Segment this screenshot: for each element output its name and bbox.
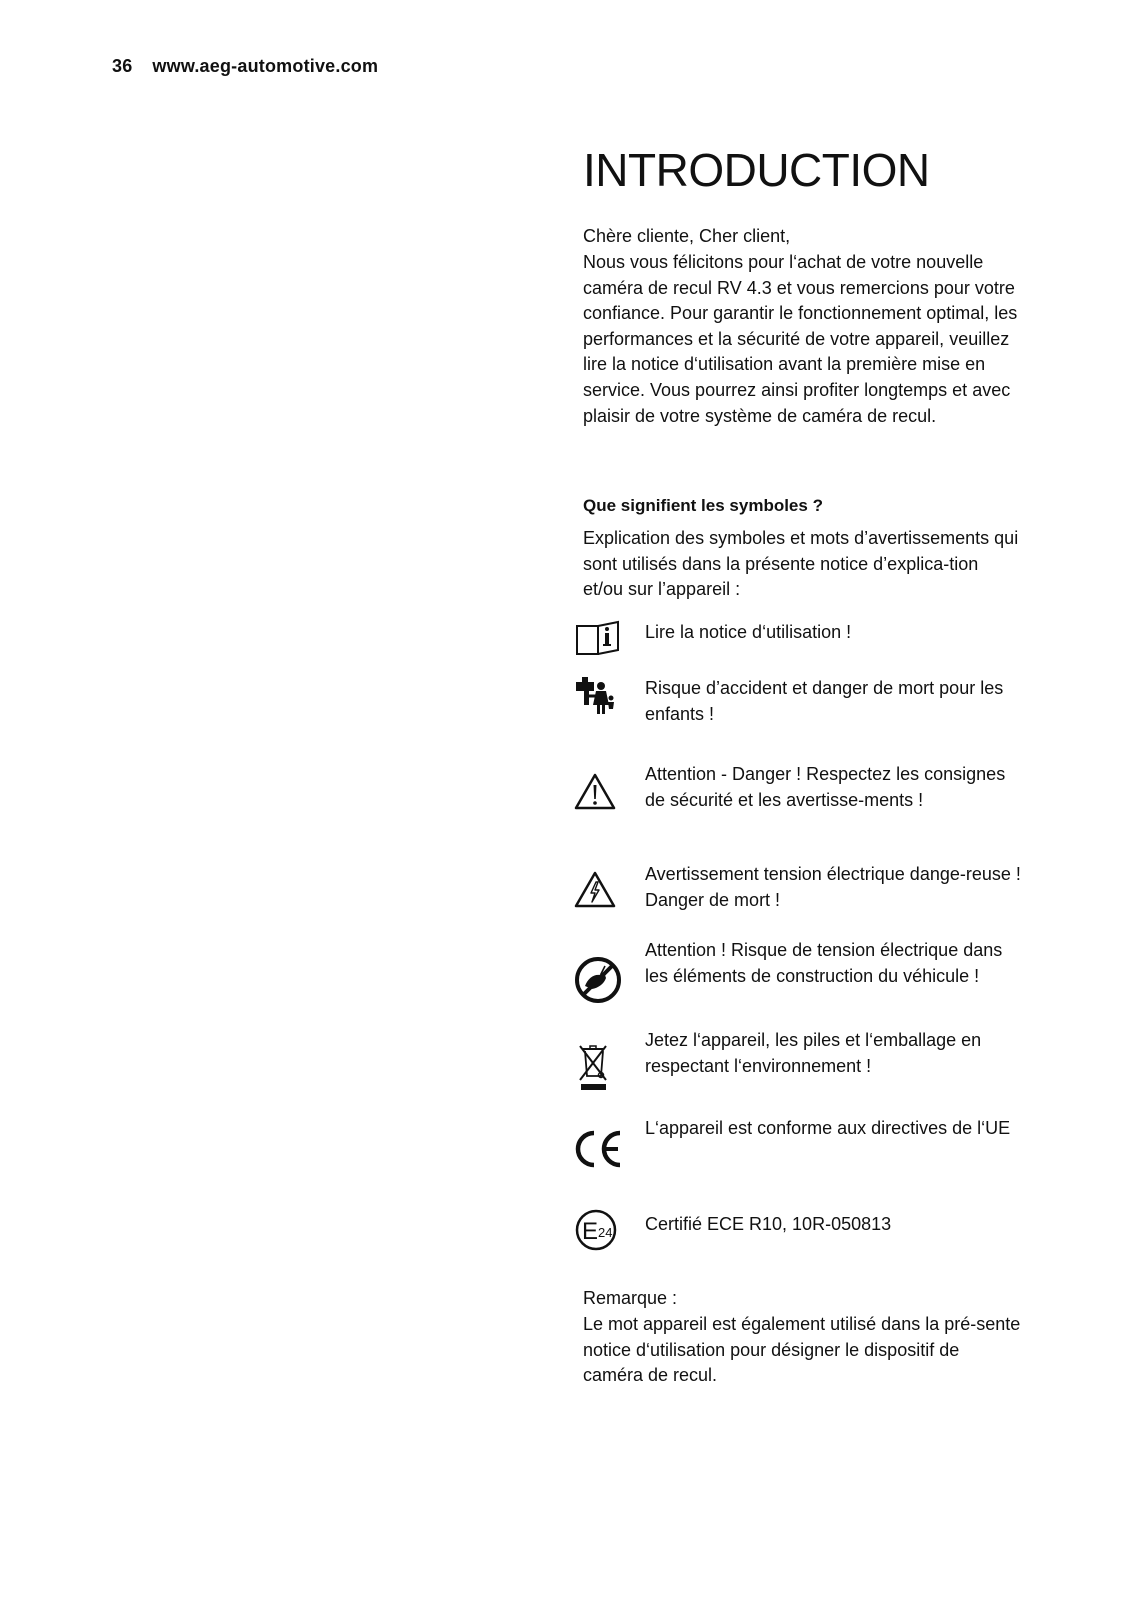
header-url[interactable]: www.aeg-automotive.com <box>152 56 379 76</box>
page-title: INTRODUCTION <box>583 144 930 196</box>
warning-triangle-icon <box>574 772 626 824</box>
symbol-text: Jetez l‘appareil, les piles et l‘emballage en respectant l‘environnement ! <box>645 1030 982 1076</box>
remark-text: Le mot appareil est également utilisé dans la pré-sente notice d‘utilisation pour désigner le dispositif de caméra de recul. <box>583 1314 1021 1386</box>
symbol-text: Attention ! Risque de tension électrique dans les éléments de construction du véhicule ! <box>645 940 1003 986</box>
symbols-explanation: Explication des symboles et mots d’avertissements qui sont utilisés dans la présente notice d’explica-tion et/ou sur l’appareil : <box>583 528 1019 600</box>
svg-text:24: 24 <box>598 1225 613 1240</box>
page-header <box>112 56 378 77</box>
weee-bin-icon <box>574 1042 626 1094</box>
electric-hazard-icon <box>574 870 626 922</box>
symbol-text: Certifié ECE R10, 10R-050813 <box>645 1214 892 1234</box>
symbol-text: Attention - Danger ! Respectez les consignes de sécurité et les avertisse-ments ! <box>645 764 1006 810</box>
remark-label: Remarque : <box>583 1288 678 1308</box>
intro-greeting: Chère cliente, Cher client, <box>583 226 791 246</box>
symbols-heading: Que signifient les symboles ? <box>583 496 823 515</box>
intro-paragraph: Nous vous félicitons pour l‘achat de votre nouvelle caméra de recul RV 4.3 et vous remercions pour votre confiance. Pour garantir le fonctionnement optimal, les performances et la sécurité de votre appareil, veuillez lire la notice d‘utilisation avant la première mise en service. Vous pourrez ainsi profiter longtemps et avec plaisir de votre système de caméra de recul. <box>583 252 1018 426</box>
symbol-text: Avertissement tension électrique dange-reuse ! Danger de mort ! <box>645 864 1021 910</box>
symbol-text: Lire la notice d‘utilisation ! <box>645 622 852 642</box>
ce-mark-icon <box>574 1128 626 1180</box>
svg-text:E: E <box>582 1218 599 1245</box>
e24-mark-icon <box>574 1208 626 1260</box>
page-number: 36 <box>112 56 133 76</box>
read-manual-icon <box>574 616 626 668</box>
no-electric-contact-icon <box>574 956 626 1008</box>
child-danger-icon <box>574 672 626 724</box>
symbol-text: Risque d’accident et danger de mort pour les enfants ! <box>645 678 1004 724</box>
symbol-text: L‘appareil est conforme aux directives de l‘UE <box>645 1118 1011 1138</box>
